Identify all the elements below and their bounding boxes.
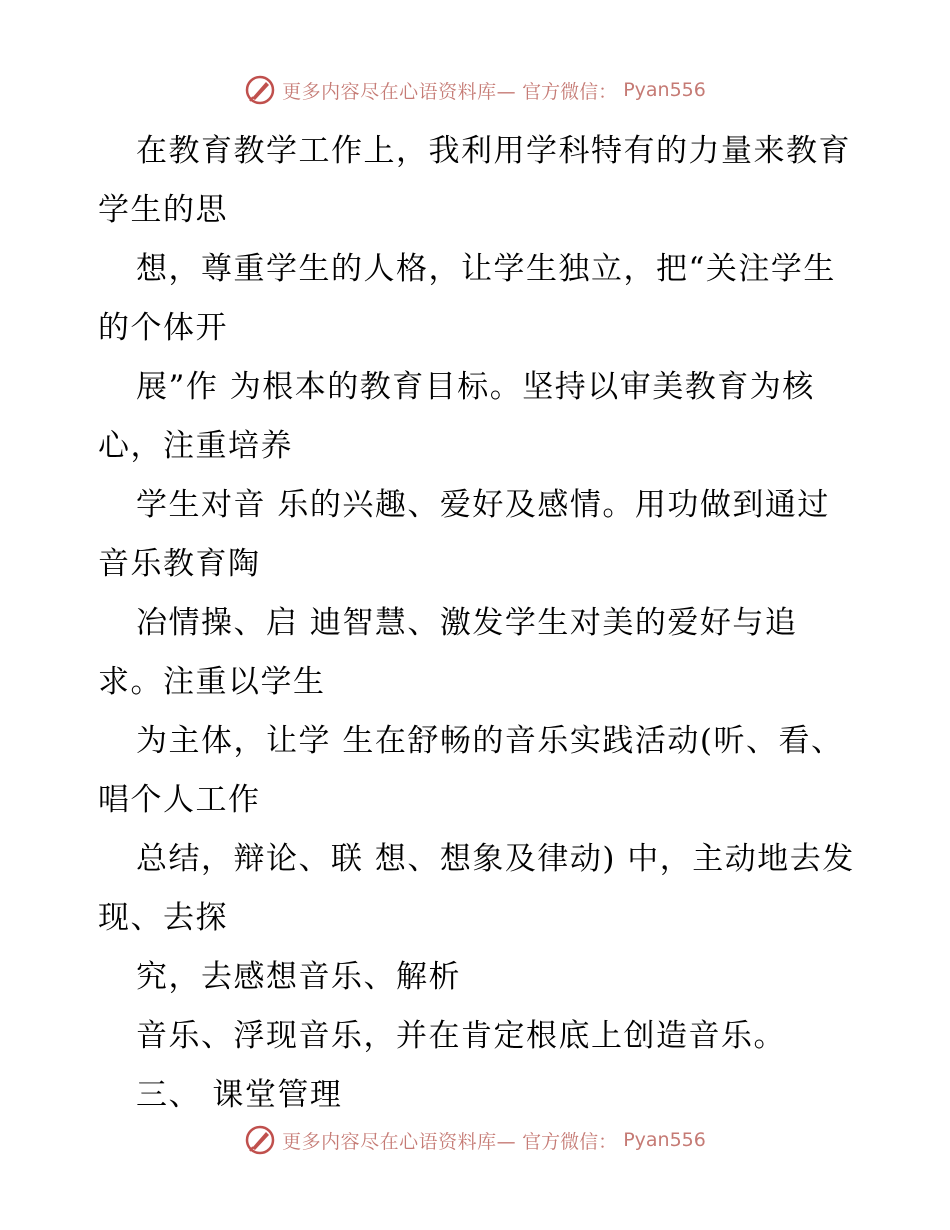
paragraph: 展”作 为根本的教育目标。坚持以审美教育为核心，注重培养 (98, 369, 815, 464)
document-body (98, 122, 858, 1125)
section-heading: 三、 课堂管理 (136, 1077, 343, 1113)
quill-pen-logo-icon (244, 74, 276, 106)
header-wechat-id: Pyan556 (623, 79, 706, 101)
paragraph: 为主体，让学 生在舒畅的音乐实践活动(听、看、唱个人工作 (98, 723, 844, 818)
paragraph: 总结，辩论、联 想、想象及律动) 中，主动地去发现、去探 (98, 841, 855, 936)
footer-wechat-label: 官方微信： (522, 1130, 618, 1153)
paragraph: 学生对音 乐的兴趣、爱好及感情。用功做到通过音乐教育陶 (98, 487, 830, 582)
footer-banner (0, 1120, 950, 1160)
header-banner-text: 更多内容尽在心语资料库— (282, 80, 517, 103)
footer-wechat-id: Pyan556 (623, 1129, 706, 1151)
paragraph: 冶情操、启 迪智慧、激发学生对美的爱好与追求。注重以学生 (98, 605, 798, 700)
paragraph: 究，去感想音乐、解析 (136, 959, 461, 995)
quill-pen-logo-icon (244, 1124, 276, 1156)
header-banner (0, 70, 950, 110)
paragraph: 在教育教学工作上，我利用学科特有的力量来教育学生的思 (98, 133, 851, 228)
paragraph: 想，尊重学生的人格，让学生独立，把“关注学生的个体开 (98, 251, 836, 346)
header-wechat-label: 官方微信： (522, 80, 618, 103)
paragraph: 音乐、浮现音乐，并在肯定根底上创造音乐。 (136, 1018, 786, 1054)
footer-banner-text: 更多内容尽在心语资料库— (282, 1130, 517, 1153)
